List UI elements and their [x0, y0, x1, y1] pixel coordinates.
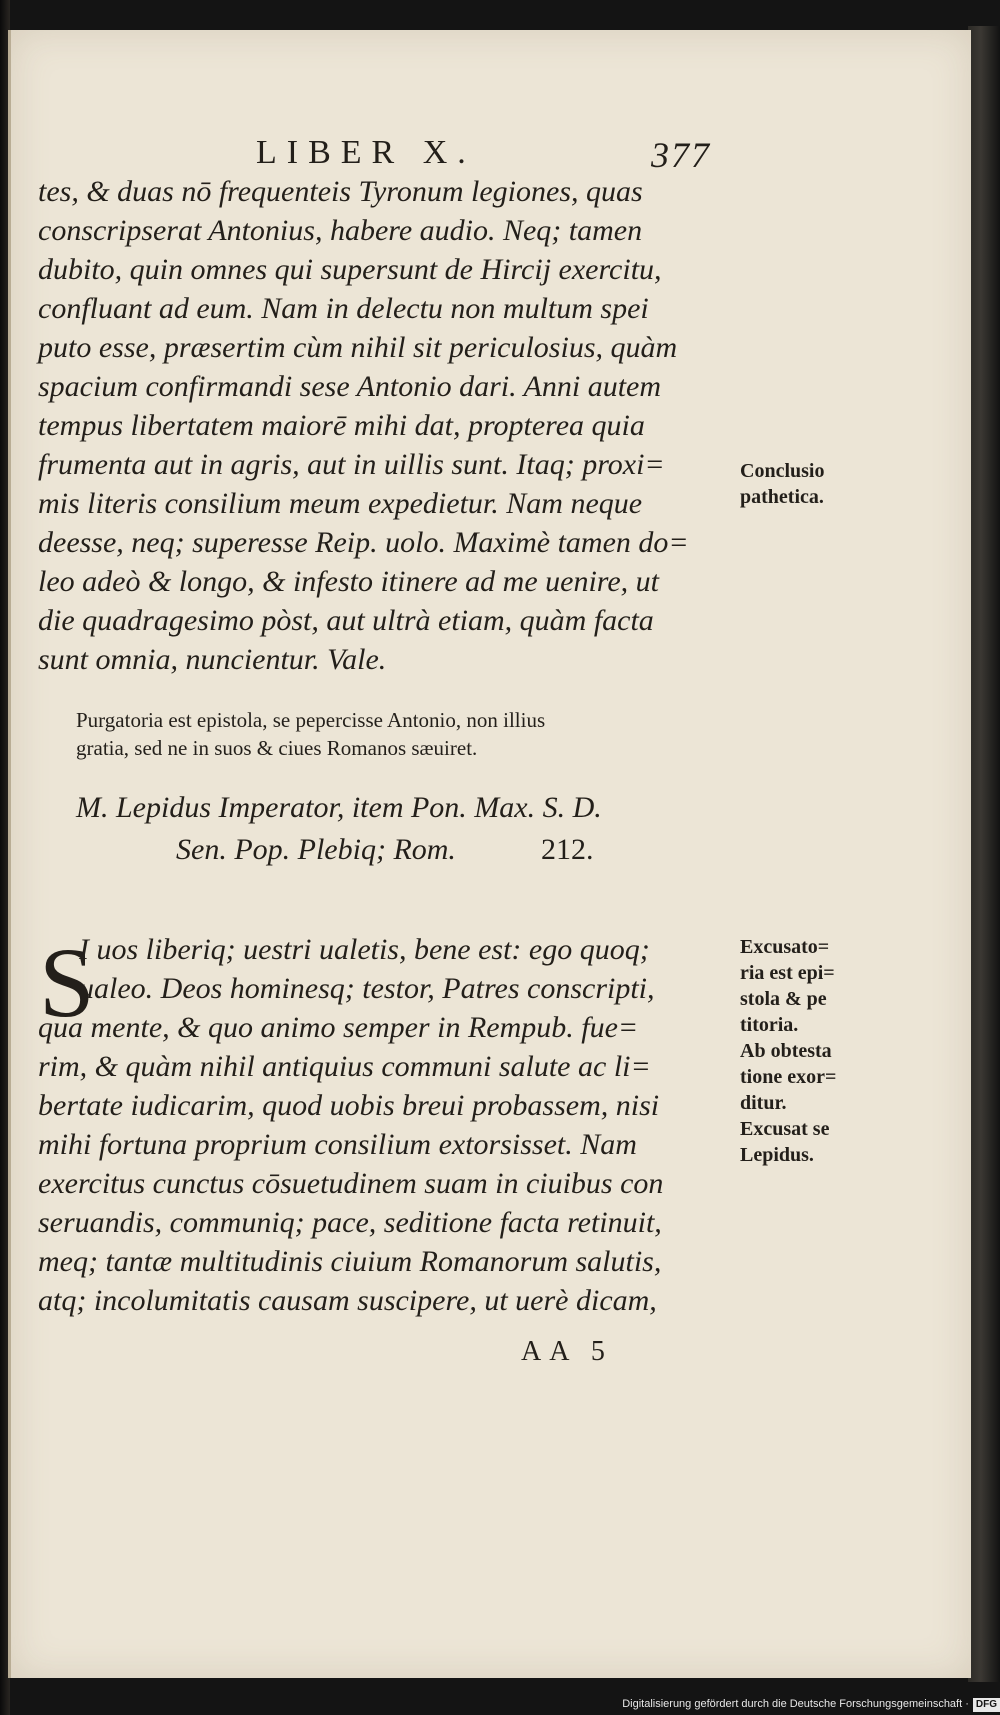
margin-note-line: ria est epi=	[740, 962, 835, 984]
margin-note-line: titoria.	[740, 1014, 799, 1036]
margin-note-line: Ab obtesta	[740, 1040, 832, 1062]
margin-note-line: Lepidus.	[740, 1144, 814, 1166]
margin-note-excusatoria	[740, 934, 860, 1168]
summary-line: gratia, sed ne in suos & ciues Romanos sæuiret.	[76, 736, 478, 760]
margin-note-line: Conclusio	[740, 460, 825, 482]
body-line: exercitus cunctus cōsuetudinem suam in ciuibus con	[38, 1167, 664, 1200]
letter-number: 212.	[541, 833, 594, 866]
body-line: mis literis consilium meum expedietur. Nam neque	[38, 487, 643, 520]
body-line: frumenta aut in agris, aut in uillis sunt. Itaq; proxi=	[38, 448, 665, 481]
body-line: ualeo. Deos hominesq; testor, Patres conscripti,	[79, 972, 655, 1005]
margin-note-conclusio	[740, 458, 860, 510]
body-line: die quadragesimo pòst, aut ultrà etiam, quàm facta	[38, 604, 654, 637]
drop-cap-initial: S	[39, 927, 95, 1038]
margin-note-line: Excusat se	[740, 1118, 830, 1140]
margin-note-line: tione exor=	[740, 1066, 837, 1088]
book-edge-right	[968, 26, 1000, 1682]
body-line: spacium confirmandi sese Antonio dari. Anni autem	[38, 370, 662, 403]
body-line: qua mente, & quo animo semper in Rempub. fue=	[38, 1011, 639, 1044]
body-line: rim, & quàm nihil antiquius communi salute ac li=	[38, 1050, 651, 1083]
body-line: confluant ad eum. Nam in delectu non multum spei	[38, 292, 649, 325]
body-line: leo adeò & longo, & infesto itinere ad me uenire, ut	[38, 565, 660, 598]
body-line: seruandis, communiq; pace, seditione facta retinuit,	[38, 1206, 662, 1239]
body-line: I uos liberiq; uestri ualetis, bene est: ego quoq;	[79, 933, 650, 966]
body-line: meq; tantæ multitudinis ciuium Romanorum salutis,	[38, 1245, 662, 1278]
body-line: bertate iudicarim, quod uobis breui probassem, nisi	[38, 1089, 660, 1122]
body-line: deesse, neq; superesse Reip. uolo. Maximè tamen do=	[38, 526, 689, 559]
body-line: atq; incolumitatis causam suscipere, ut uerè dicam,	[38, 1284, 657, 1317]
book-page	[8, 30, 971, 1678]
body-line: sunt omnia, nuncientur. Vale.	[38, 643, 387, 676]
body-line: tes, & duas nō frequenteis Tyronum legiones, quas	[38, 175, 643, 208]
dfg-logo: DFG	[973, 1698, 1000, 1712]
summary-line: Purgatoria est epistola, se pepercisse Antonio, non illius	[76, 708, 546, 732]
body-line: dubito, quin omnes qui supersunt de Hircij exercitu,	[38, 253, 662, 286]
running-head-title: LIBER X.	[256, 134, 476, 171]
letter-heading-line1: M. Lepidus Imperator, item Pon. Max. S. D.	[76, 791, 602, 824]
digitization-credit	[560, 1694, 1000, 1715]
page-number: 377	[651, 135, 711, 175]
body-line: puto esse, præsertim cùm nihil sit periculosius, quàm	[38, 331, 678, 364]
margin-note-line: pathetica.	[740, 486, 824, 508]
body-line: mihi fortuna proprium consilium extorsisset. Nam	[38, 1128, 637, 1161]
margin-note-line: stola & pe	[740, 988, 827, 1010]
margin-note-line: Excusato=	[740, 936, 830, 958]
digitization-credit-text: Digitalisierung gefördert durch die Deutsche Forschungsgemeinschaft ·	[622, 1698, 969, 1710]
signature-mark: AA 5	[521, 1336, 613, 1367]
body-line: tempus libertatem maiorē mihi dat, propterea quia	[38, 409, 645, 442]
body-line: conscripserat Antonius, habere audio. Neq; tamen	[38, 214, 643, 247]
margin-note-line: ditur.	[740, 1092, 787, 1114]
letter-heading-line2: Sen. Pop. Plebiq; Rom.	[176, 833, 456, 866]
